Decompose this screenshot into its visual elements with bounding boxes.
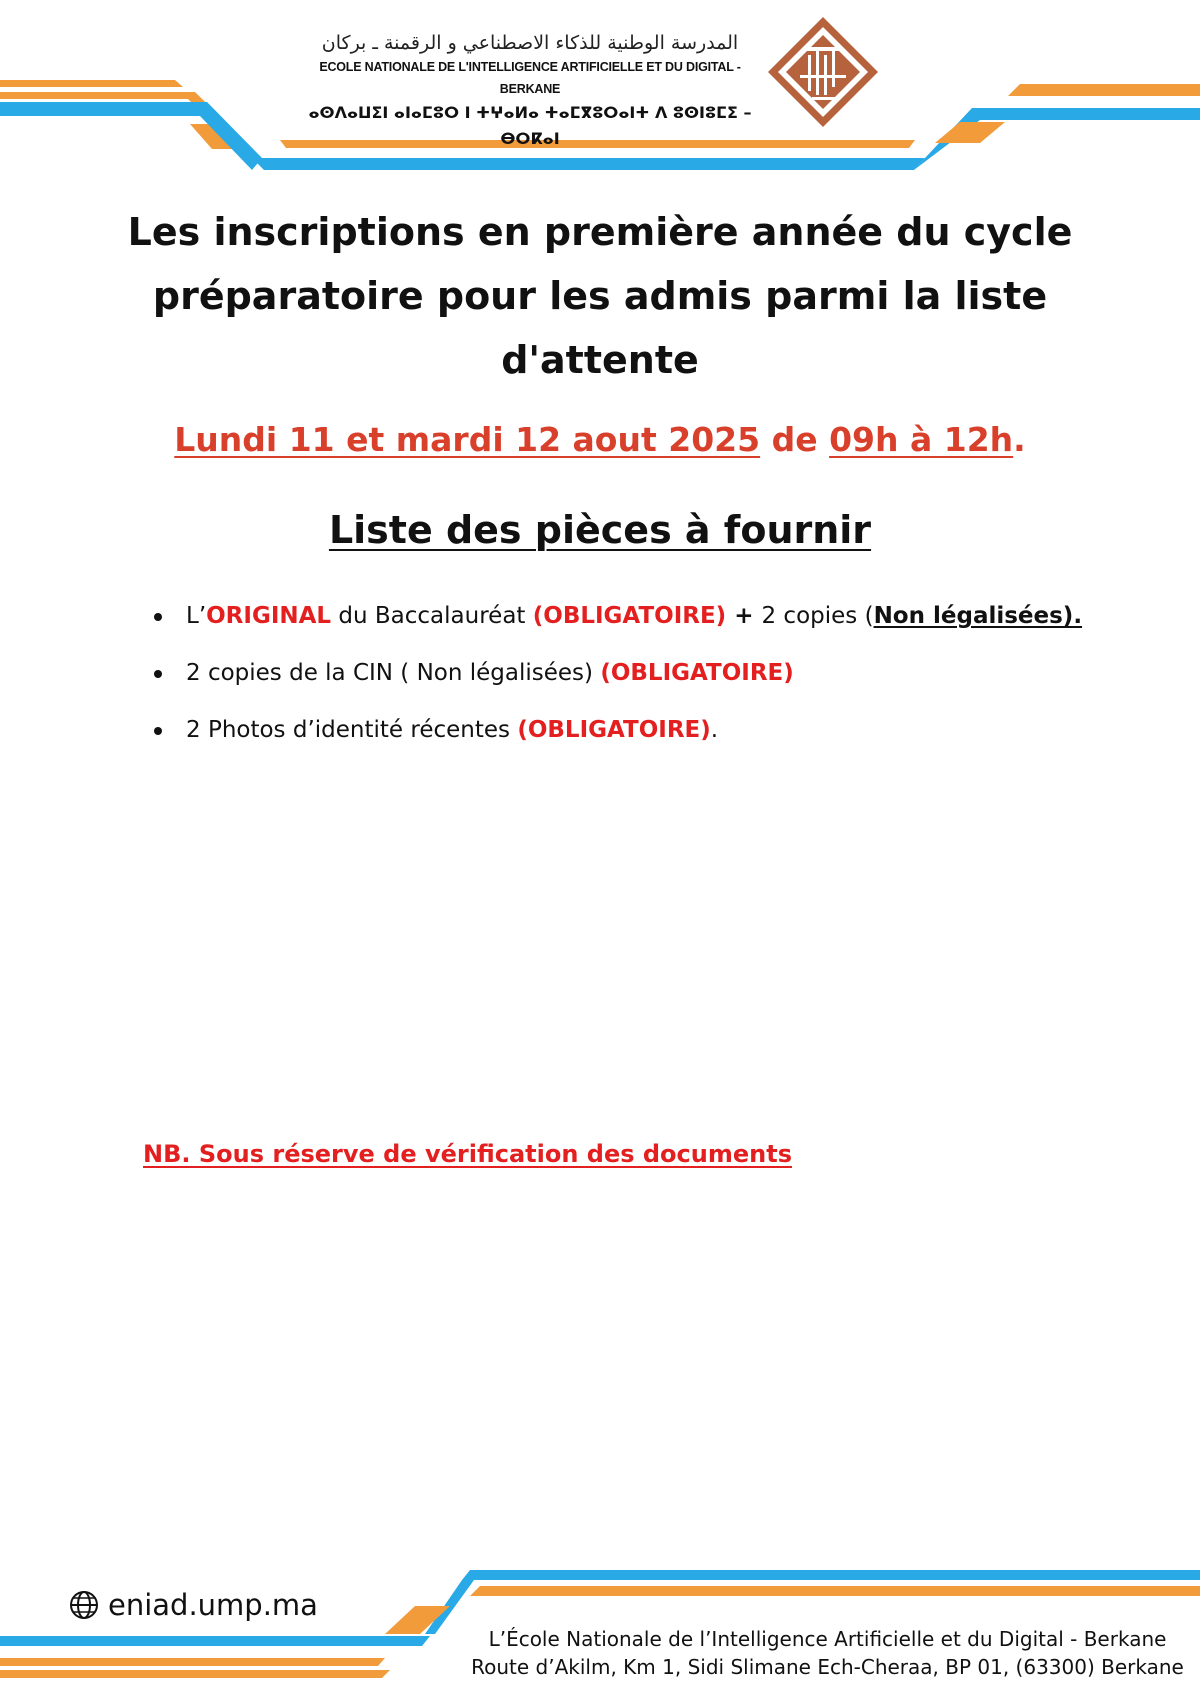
list-item (146, 653, 1106, 710)
schedule-dates: Lundi 11 et mardi 12 aout 2025 (174, 420, 761, 459)
title-line-3: d'attente (501, 338, 699, 382)
title-line-1: Les inscriptions en première année du cycle (127, 210, 1073, 254)
school-name-tifinagh: ⴰⵙⴷⴰⵡⵉⵏ ⴰⵏⴰⵎⵓⵔ ⵏ ⵜⵖⴰⵍⴰ ⵜⴰⵎⴳⵓⵔⴰⵏⵜ ⴷ ⵓⵙⵏⵓⵎⵉ – ⴱⵔⴽⴰⵏ (308, 103, 752, 148)
documents-list (146, 596, 1106, 767)
school-address (470, 1625, 1185, 1681)
schedule-connector: de (760, 420, 830, 459)
page-title (100, 200, 1100, 392)
bullet-icon (154, 613, 162, 621)
bullet-icon (154, 727, 162, 735)
list-item (146, 596, 1106, 653)
item-text: 2 copies de la CIN ( Non légalisées) (186, 660, 601, 686)
school-name-french: ECOLE NATIONALE DE L'INTELLIGENCE ARTIFICIELLE ET DU DIGITAL - BERKANE (319, 60, 741, 96)
website-url[interactable]: eniad.ump.ma (108, 1588, 318, 1622)
schedule-line (100, 420, 1100, 459)
item-plus: + (726, 603, 762, 629)
globe-icon (68, 1589, 100, 1621)
item-text: L’ (186, 603, 207, 629)
bullet-icon (154, 670, 162, 678)
mandatory-tag: (OBLIGATOIRE) (532, 603, 727, 629)
school-name-arabic: المدرسة الوطنية للذكاء الاصطناعي و الرقمنة ـ بركان (321, 32, 739, 54)
address-line-2: Route d’Akilm, Km 1, Sidi Slimane Ech-Cheraa, BP 01, (63300) Berkane (471, 1655, 1184, 1679)
address-line-1: L’École Nationale de l’Intelligence Artificielle et du Digital - Berkane (488, 1627, 1167, 1651)
item-text: 2 copies ( (761, 603, 874, 629)
website-link[interactable] (68, 1588, 318, 1622)
item-text: du Baccalauréat (331, 603, 533, 629)
item-underlined: Non légalisées). (873, 603, 1083, 629)
mandatory-tag: (OBLIGATOIRE) (517, 717, 711, 743)
schedule-end: . (1013, 420, 1026, 459)
mandatory-tag: (OBLIGATOIRE) (600, 660, 794, 686)
school-emblem-icon (766, 15, 881, 130)
list-item (146, 710, 1106, 767)
documents-heading: Liste des pièces à fournir (328, 508, 872, 552)
item-text: 2 Photos d’identité récentes (186, 717, 518, 743)
item-emphasis: ORIGINAL (206, 603, 332, 629)
verification-note: NB. Sous réserve de vérification des documents (143, 1140, 792, 1168)
school-name-block (300, 30, 760, 152)
title-line-2: préparatoire pour les admis parmi la liste (152, 274, 1048, 318)
item-text: . (710, 717, 719, 743)
schedule-hours: 09h à 12h (829, 420, 1014, 459)
